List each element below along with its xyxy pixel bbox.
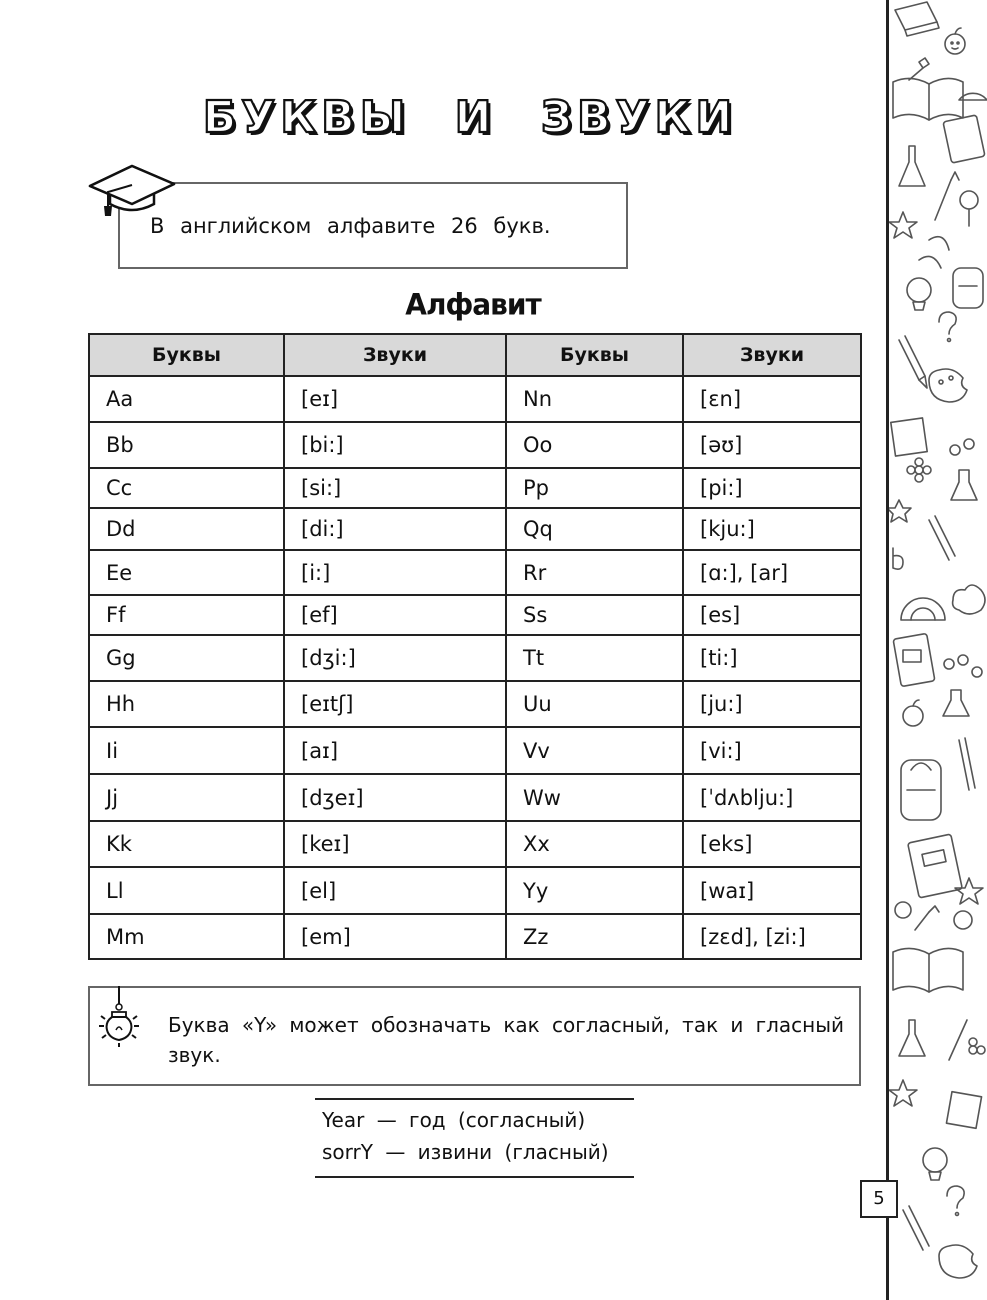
sound-cell: [di:]	[284, 508, 506, 550]
table-row	[89, 867, 861, 914]
letter-cell: Zz	[506, 914, 683, 959]
table-row	[89, 508, 861, 550]
letter-cell: Ee	[89, 550, 284, 595]
info-box	[118, 182, 628, 269]
table-row	[89, 550, 861, 595]
letter-cell: Uu	[506, 681, 683, 727]
letter-cell: Pp	[506, 468, 683, 508]
table-row	[89, 635, 861, 681]
sound-cell: [es]	[683, 595, 861, 635]
alphabet-table	[88, 333, 862, 960]
letter-cell: Ll	[89, 867, 284, 914]
sound-cell: [si:]	[284, 468, 506, 508]
example-sorry: sorrY — извини (гласный)	[322, 1140, 609, 1164]
sound-cell: [ju:]	[683, 681, 861, 727]
sound-cell: [ɛn]	[683, 376, 861, 422]
graduation-cap-icon	[86, 150, 178, 218]
sound-cell: [eɪtʃ]	[284, 681, 506, 727]
sound-cell: [vi:]	[683, 727, 861, 774]
sound-cell: [aɪ]	[284, 727, 506, 774]
letter-cell: Rr	[506, 550, 683, 595]
table-header-row	[89, 334, 861, 376]
table-row	[89, 376, 861, 422]
letter-cell: Cc	[89, 468, 284, 508]
letter-cell: Ss	[506, 595, 683, 635]
table-row	[89, 914, 861, 959]
letter-cell: Hh	[89, 681, 284, 727]
header-letters-1: Буквы	[89, 334, 284, 376]
letter-cell: Bb	[89, 422, 284, 468]
school-doodles-icon	[889, 0, 987, 1300]
sound-cell: [keɪ]	[284, 821, 506, 867]
sound-cell: [eks]	[683, 821, 861, 867]
letter-cell: Ww	[506, 774, 683, 821]
sound-cell: [eɪ]	[284, 376, 506, 422]
sound-cell: [pi:]	[683, 468, 861, 508]
sound-cell: [waɪ]	[683, 867, 861, 914]
letter-cell: Aa	[89, 376, 284, 422]
letter-cell: Mm	[89, 914, 284, 959]
letter-cell: Dd	[89, 508, 284, 550]
sound-cell: [kju:]	[683, 508, 861, 550]
letter-cell: Jj	[89, 774, 284, 821]
letter-cell: Xx	[506, 821, 683, 867]
sound-cell: [zɛd], [zi:]	[683, 914, 861, 959]
letter-cell: Oo	[506, 422, 683, 468]
sound-cell: [ef]	[284, 595, 506, 635]
sound-cell: [ˈdʌblju:]	[683, 774, 861, 821]
note-text: Буква «Y» может обозначать как согласный, так и гласный звук.	[168, 1013, 844, 1067]
sound-cell: [dʒi:]	[284, 635, 506, 681]
table-row	[89, 468, 861, 508]
table-row	[89, 681, 861, 727]
info-text: В английском алфавите 26 букв.	[150, 214, 551, 238]
table-row	[89, 821, 861, 867]
header-sounds-1: Звуки	[284, 334, 506, 376]
page-number: 5	[860, 1180, 898, 1218]
doodle-border	[886, 0, 987, 1300]
sound-cell: [dʒeɪ]	[284, 774, 506, 821]
letter-cell: Yy	[506, 867, 683, 914]
letter-cell: Ii	[89, 727, 284, 774]
sound-cell: [bi:]	[284, 422, 506, 468]
sound-cell: [el]	[284, 867, 506, 914]
note-box	[88, 986, 861, 1086]
table-row	[89, 422, 861, 468]
lightbulb-icon	[97, 986, 141, 1048]
letter-cell: Ff	[89, 595, 284, 635]
letter-cell: Tt	[506, 635, 683, 681]
letter-cell: Vv	[506, 727, 683, 774]
sound-cell: [ɑ:], [ar]	[683, 550, 861, 595]
table-row	[89, 595, 861, 635]
letter-cell: Qq	[506, 508, 683, 550]
page-title: БУКВЫ И ЗВУКИ	[202, 92, 738, 143]
header-sounds-2: Звуки	[683, 334, 861, 376]
example-year: Year — год (согласный)	[322, 1108, 586, 1132]
letter-cell: Gg	[89, 635, 284, 681]
letter-cell: Nn	[506, 376, 683, 422]
letter-cell: Kk	[89, 821, 284, 867]
header-letters-2: Буквы	[506, 334, 683, 376]
sound-cell: [ti:]	[683, 635, 861, 681]
alphabet-heading: Алфавит	[405, 287, 541, 322]
sound-cell: [i:]	[284, 550, 506, 595]
examples-box	[315, 1098, 634, 1178]
sound-cell: [əʊ]	[683, 422, 861, 468]
sound-cell: [em]	[284, 914, 506, 959]
table-row	[89, 727, 861, 774]
table-row	[89, 774, 861, 821]
